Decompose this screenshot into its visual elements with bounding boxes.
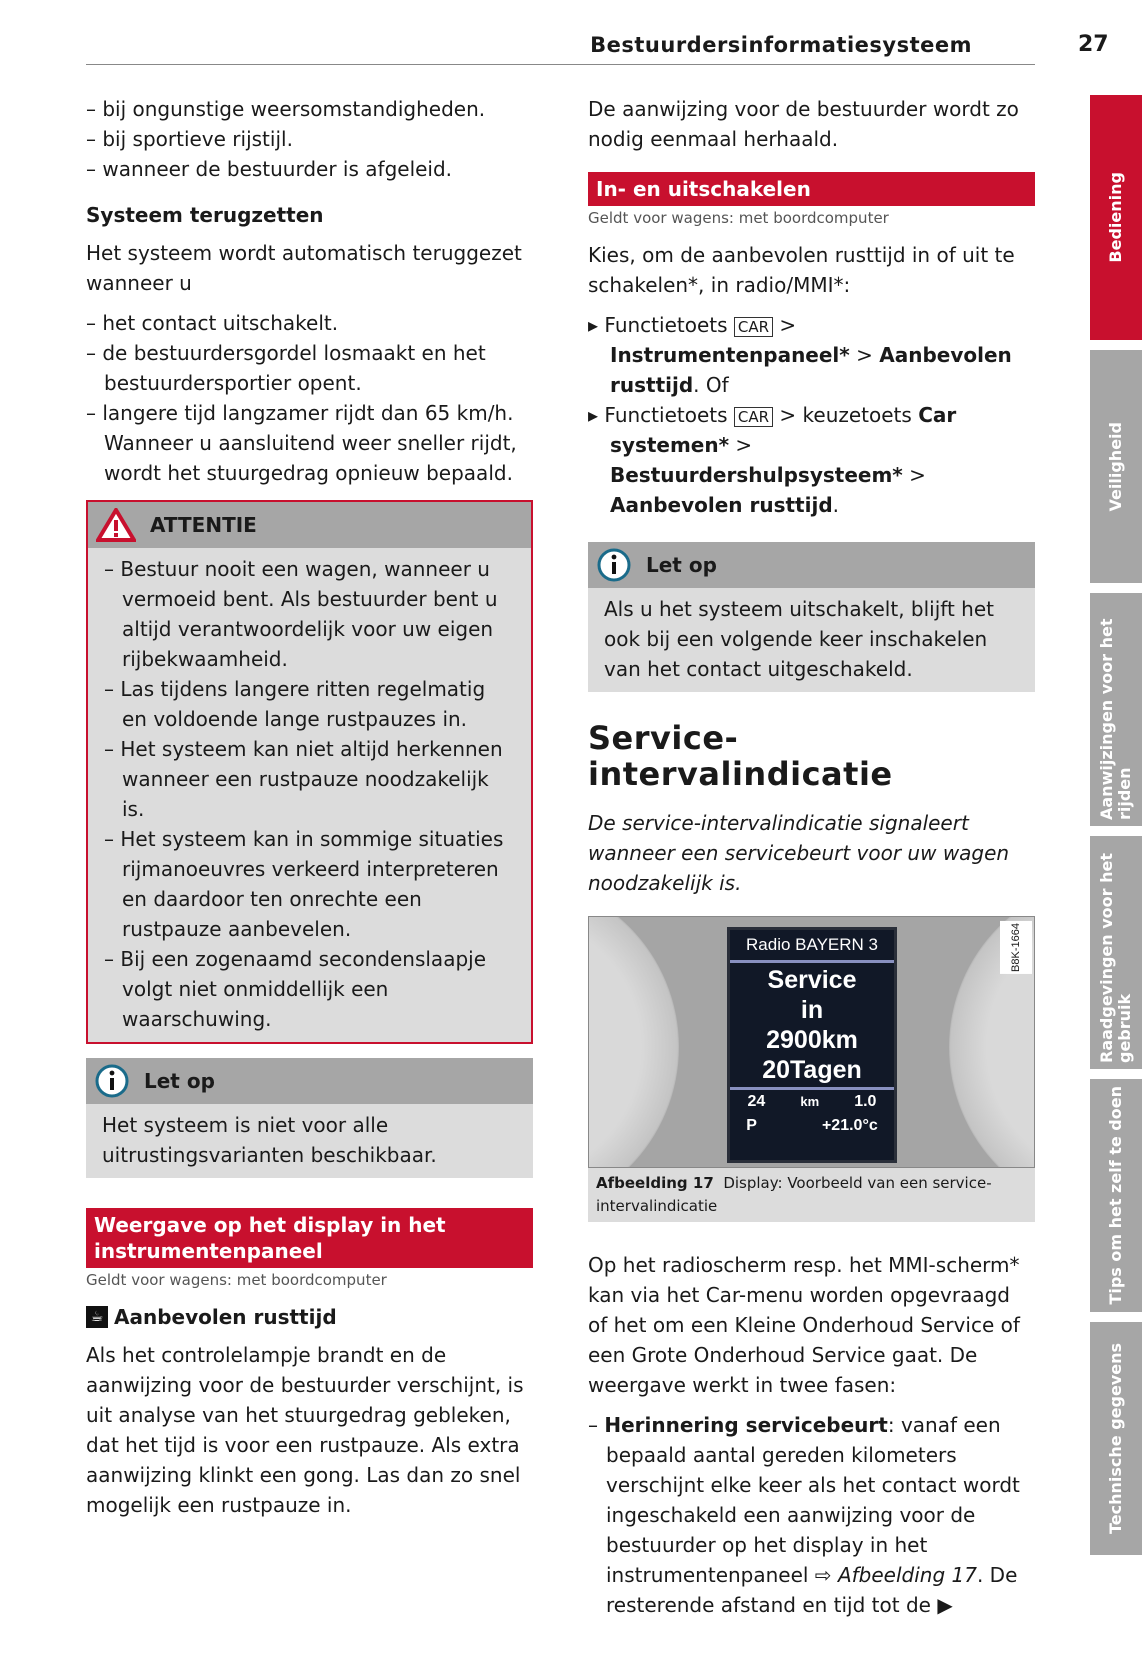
warning-item: – Het systeem kan in sommige situaties rijmanoeuvres verkeerd interpreteren en daardoor ten onrechte een rustpauze aanbevelen.	[104, 827, 504, 941]
warning-box	[86, 500, 533, 1044]
sub-heading: Aanbevolen rusttijd	[114, 1305, 337, 1329]
reset-heading: Systeem terugzetten	[86, 203, 324, 227]
step-2: ▸ Functietoets CAR > keuzetoets Car systemen* > Bestuurdershulpsysteem* > Aanbevolen rusttijd.	[588, 403, 957, 517]
cluster-display: Radio BAYERN 3 Service in 2900km 20Tagen 24 km 1.0 P +21.0°c	[727, 927, 897, 1163]
top-text: De aanwijzing voor de bestuurder wordt zo nodig eenmaal herhaald.	[588, 97, 1019, 151]
warning-item: – Het systeem kan niet altijd herkennen wanneer een rustpauze noodzakelijk is.	[104, 737, 503, 821]
info-icon	[596, 547, 632, 583]
figure-link[interactable]: Afbeelding 17	[837, 1563, 977, 1587]
note-title: Let op	[144, 1069, 215, 1093]
rest-lamp-icon: ☕	[86, 1306, 108, 1328]
list-item: – de bestuurdersgordel losmaakt en het bestuurdersportier opent.	[86, 341, 486, 395]
list-item: – bij sportieve rijstijl.	[86, 127, 293, 151]
list-item: – wanneer de bestuurder is afgeleid.	[86, 157, 453, 181]
info-icon	[94, 1063, 130, 1099]
tab-tips[interactable]: Tips om het zelf te doen	[1090, 1079, 1142, 1312]
body-text: Op het radioscherm resp. het MMI-scherm* kan via het Car-menu worden opgevraagd of het om een Kleine Onderhoud Service of een Grote Onderhoud Service gaat. De weergave werkt in twee fasen:	[588, 1253, 1020, 1397]
note-text: Het systeem is niet voor alle uitrustingsvarianten beschikbaar.	[102, 1113, 437, 1167]
tab-bediening[interactable]: Bediening	[1090, 95, 1142, 340]
continue-arrow-icon: ▶	[937, 1593, 953, 1617]
note-box	[588, 542, 1035, 692]
section-note: Geldt voor wagens: met boordcomputer	[588, 209, 889, 227]
reset-text: Het systeem wordt automatisch teruggezet wanneer u	[86, 241, 522, 295]
tab-aanwijzingen[interactable]: Aanwijzingen voor het rijden	[1090, 593, 1142, 826]
list-item: – Herinnering servicebeurt: vanaf een bepaald aantal gereden kilometers verschijnt elke keer als het contact wordt ingeschakeld een aanwijzing voor de bestuurder op het display in het instrumentenpaneel ⇨ Afbeelding 17. De resterende afstand en tijd tot de ▶	[588, 1413, 1020, 1617]
tab-raadgevingen[interactable]: Raadgevingen voor het gebruik	[1090, 836, 1142, 1069]
car-key: CAR	[734, 407, 773, 427]
figure-caption: Afbeelding 17 Display: Voorbeeld van een service-intervalindicatie	[596, 1174, 992, 1215]
figure	[588, 916, 1035, 1222]
list-item: – bij ongunstige weersomstandigheden.	[86, 97, 486, 121]
note-box	[86, 1058, 533, 1178]
warning-title: ATTENTIE	[150, 513, 257, 537]
figure-code: B8K-1664	[1000, 921, 1032, 974]
warning-item: – Las tijdens langere ritten regelmatig en voldoende lange rustpauzes in.	[104, 677, 486, 731]
warning-item: – Bestuur nooit een wagen, wanneer u vermoeid bent. Als bestuurder bent u altijd verantwoordelijk voor uw eigen rijbekwaamheid.	[104, 557, 498, 671]
intro-text: Kies, om de aanbevolen rusttijd in of uit te schakelen*, in radio/MMI*:	[588, 243, 1015, 297]
note-text: Als u het systeem uitschakelt, blijft het ook bij een volgende keer inschakelen van het contact uitgeschakeld.	[604, 597, 994, 681]
step-1: ▸ Functietoets CAR > Instrumentenpaneel* > Aanbevolen rusttijd. Of	[588, 313, 1012, 397]
section-heading: In- en uitschakelen	[588, 172, 1035, 206]
page-number: 27	[1078, 32, 1109, 57]
header-divider	[86, 64, 1035, 65]
lead-text: De service-intervalindicatie signaleert wanneer een servicebeurt voor uw wagen noodzakelijk is.	[588, 811, 1010, 895]
instrument-cluster-image	[588, 916, 1035, 1168]
section-note: Geldt voor wagens: met boordcomputer	[86, 1271, 387, 1289]
list-item: – langere tijd langzamer rijdt dan 65 km/h. Wanneer u aansluitend weer sneller rijdt, wordt het stuurgedrag opnieuw bepaald.	[86, 401, 517, 485]
warning-icon	[96, 508, 136, 542]
warning-item: – Bij een zogenaamd secondenslaapje volgt niet onmiddellijk een waarschuwing.	[104, 947, 487, 1031]
body-text: Als het controlelampje brandt en de aanwijzing voor de bestuurder verschijnt, is uit analyse van het stuurgedrag gebleken, dat het tijd is voor een rustpauze. Als extra aanwijzing klinkt een gong. Las dan zo snel mogelijk een rustpauze in.	[86, 1343, 524, 1517]
right-column	[588, 94, 1035, 1620]
left-column	[86, 94, 533, 1530]
chapter-heading: Service-intervalindicatie	[588, 719, 893, 793]
section-heading: Weergave op het display in het instrumentenpaneel	[86, 1208, 533, 1268]
list-item: – het contact uitschakelt.	[86, 311, 339, 335]
running-header: Bestuurdersinformatiesysteem	[590, 33, 972, 57]
car-key: CAR	[734, 317, 773, 337]
tab-technische-gegevens[interactable]: Technische gegevens	[1090, 1322, 1142, 1555]
tab-veiligheid[interactable]: Veiligheid	[1090, 350, 1142, 583]
note-title: Let op	[646, 553, 717, 577]
